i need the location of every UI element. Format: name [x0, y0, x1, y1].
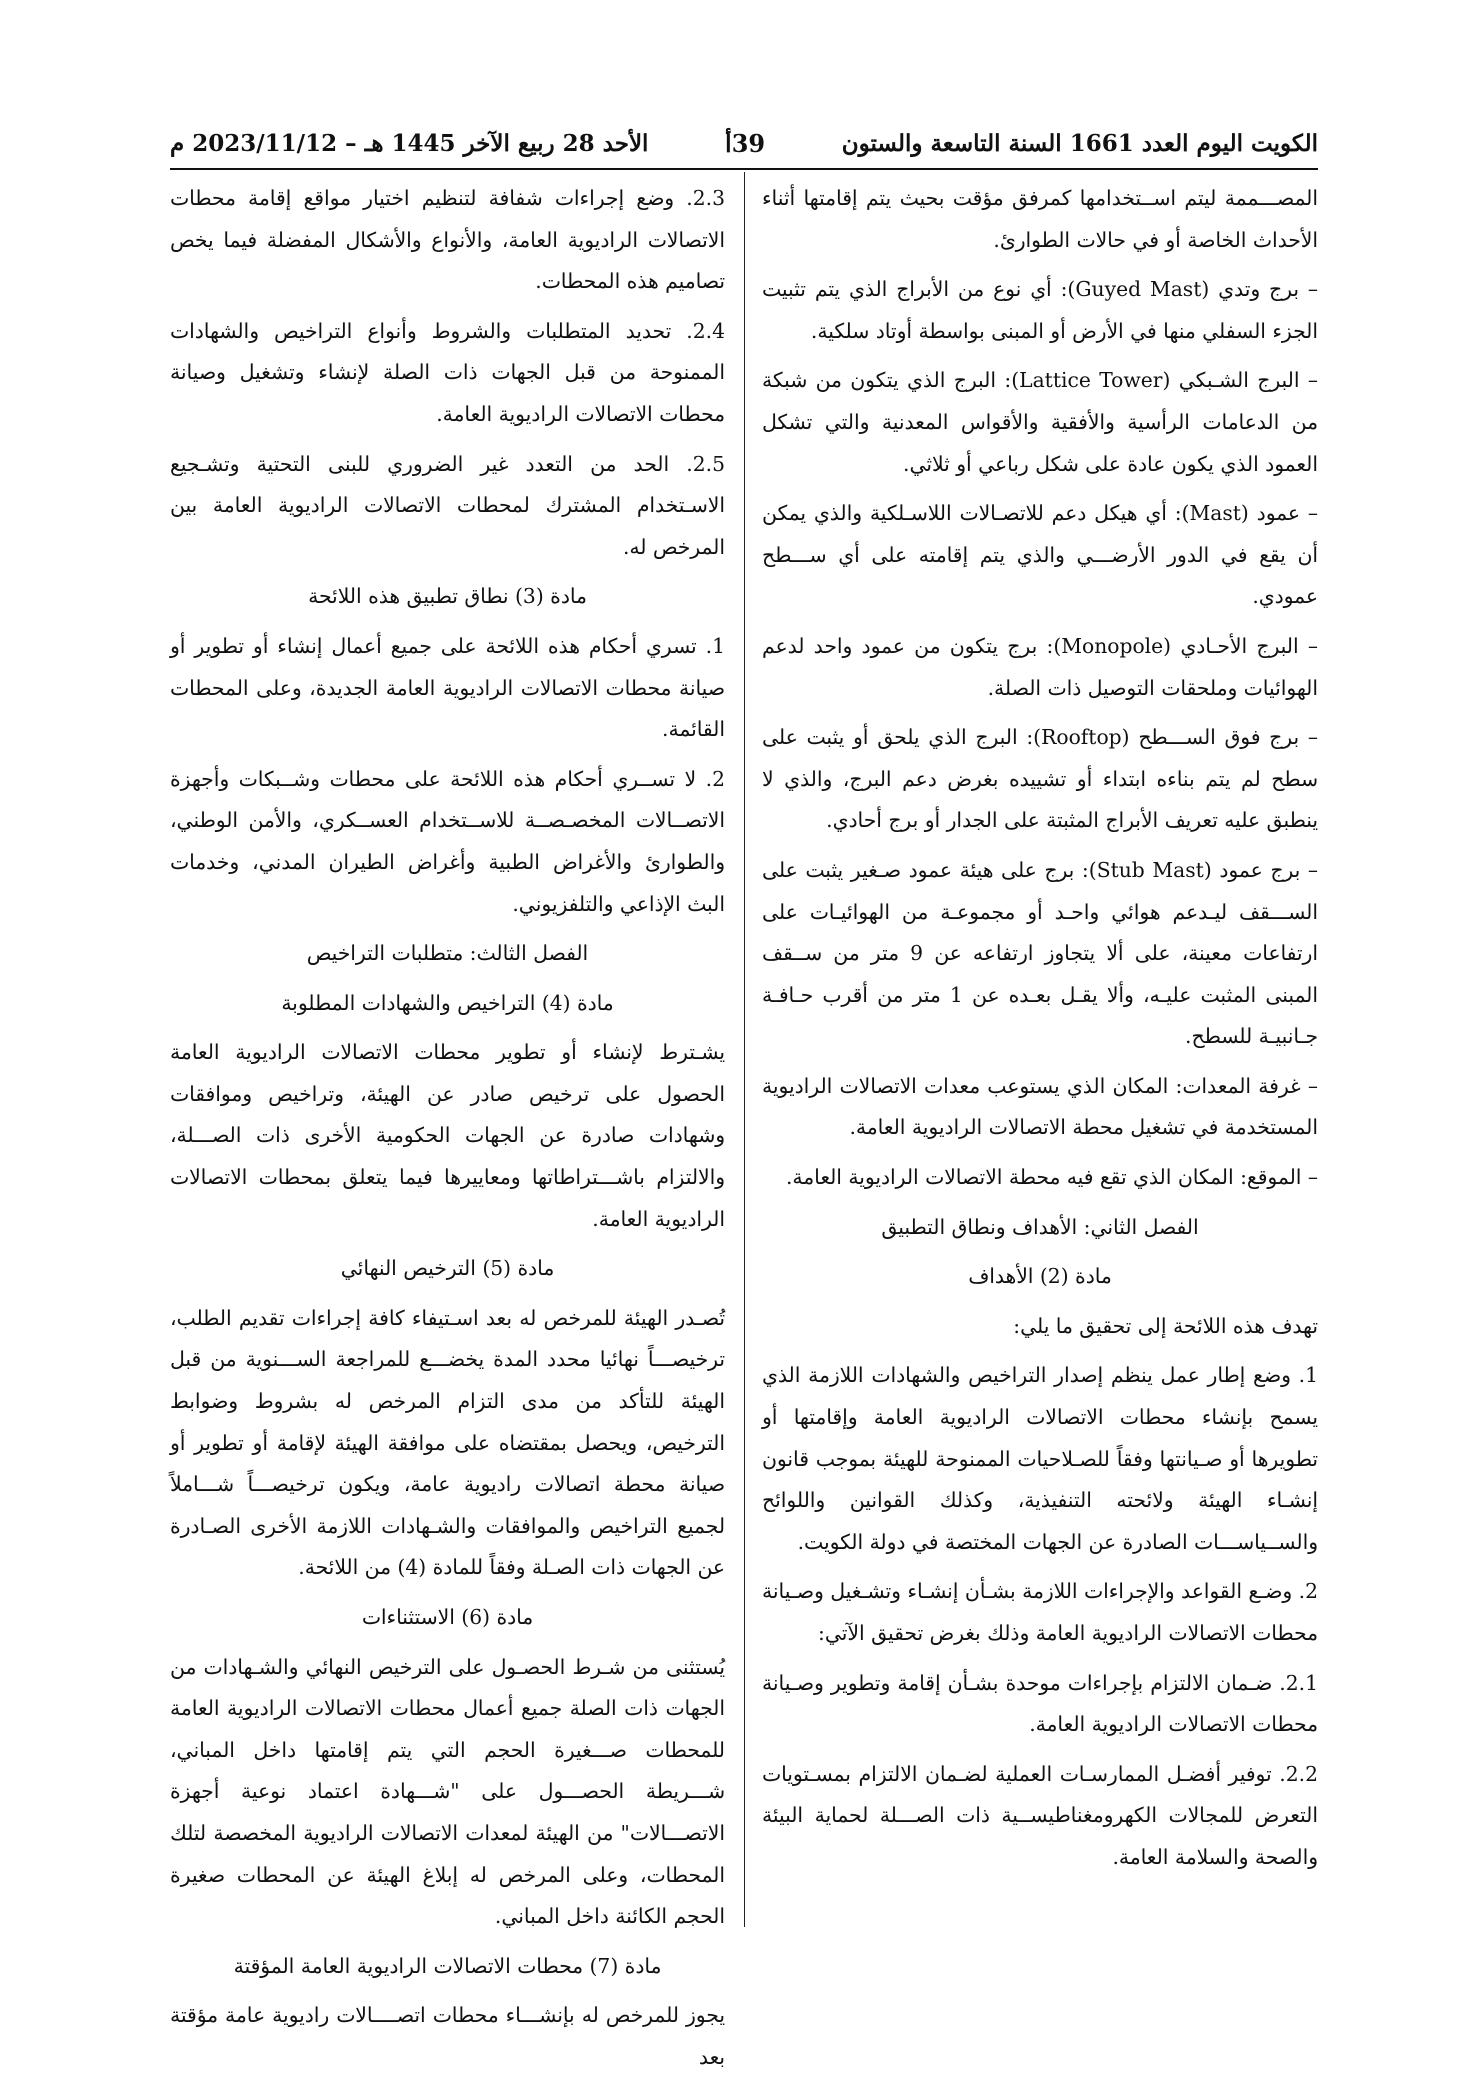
chapter-heading: الفصل الثاني: الأهداف ونطاق التطبيق [881, 1214, 1199, 1239]
definition-guyed-mast: – برج وتدي (Guyed Mast): أي نوع من الأبراج الذي يتم تثبيت الجزء السفلي منها في الأرض أو المبنى بواسطة أوتاد سلكية. [762, 277, 1319, 343]
column-divider [744, 172, 745, 1927]
page-header [170, 118, 1318, 170]
right-column [762, 178, 1318, 1887]
article-heading: مادة (6) الاستثناءات [361, 1605, 534, 1629]
list-item: 2.5. الحد من التعدد غير الضروري للبنى التحتية وتشـجيع الاسـتخدام المشترك لمحطات الاتصالات الراديوية العامة بين المرخص له. [170, 451, 725, 559]
article-heading: مادة (5) الترخيص النهائي [340, 1256, 555, 1281]
definition-equipment-room: – غرفة المعدات: المكان الذي يستوعب معدات الاتصالات الراديوية المستخدمة في تشغيل محطة الاتصالات الراديوية العامة. [762, 1073, 1318, 1140]
definition-site: – الموقع: المكان الذي تقع فيه محطة الاتصالات الراديوية العامة. [785, 1165, 1318, 1190]
list-item: 2.2. توفير أفضـل الممارسـات العملية لضـمان الالتزام بمسـتويات التعرض للمجالات الكهرومغناطيســية ذات الصـــلة لحماية البيئة والصحة والسلامة العامة. [762, 1761, 1318, 1869]
list-item: 2.4. تحديد المتطلبات والشروط وأنواع التراخيص والشهادات الممنوحة من قبل الجهات ذات الصلة لإنشاء وتشغيل وصيانة محطات الاتصالات الراديوية العامة. [170, 318, 725, 426]
article-heading: مادة (2) الأهداف [968, 1264, 1112, 1289]
article-heading: مادة (4) التراخيص والشهادات المطلوبة [281, 990, 614, 1015]
chapter-heading: الفصل الثالث: متطلبات التراخيص [306, 941, 589, 966]
definition-rooftop: – برج فوق الســـطح (Rooftop): البرج الذي يلحق أو يثبت على سطح لم يتم بناءه ابتداء أو تشييده بغرض دعم البرج، والذي لا ينطبق عليه تعريف الأبراج المثبتة على الجدار أو برج أحادي. [762, 725, 1318, 833]
list-item: 2. وضـع القواعد والإجراءات اللازمة بشـأن إنشـاء وتشـغيل وصـيانة محطات الاتصالات الراديوية العامة وذلك بغرض تحقيق الآتي: [762, 1579, 1318, 1645]
list-item: 2.1. ضـمان الالتزام بإجراءات موحدة بشـأن إقامة وتطوير وصـيانة محطات الاتصالات الراديوية العامة. [762, 1670, 1318, 1737]
list-item: 2. لا تســري أحكام هذه اللائحة على محطات وشــبكات وأجهزة الاتصــالات المخصـصــة للاســتخدام العســكري، والأمن الوطني، والطوارئ والأغراض الطبية وأغراض الطيران المدني، وخدمات البث الإذاعي والتلفزيوني. [170, 766, 725, 916]
paragraph: المصـــممة ليتم اســتخدامها كمرفق مؤقت بحيث يتم إقامتها أثناء الأحداث الخاصة أو في حالات الطوارئ. [762, 186, 1318, 252]
article-heading: مادة (7) محطات الاتصالات الراديوية العامة المؤقتة [233, 1953, 662, 1978]
paragraph: تُصـدر الهيئة للمرخص له بعد اسـتيفاء كافة إجراءات تقديم الطلب، ترخيصـــاً نهائيا محدد المدة يخضـــع للمراجعة الســـنوية من قبل الهيئة للتأكد من مدى التزام المرخص له بشروط وضوابط الترخيص، ويحصل بمقتضاه على موافقة الهيئة لإقامة أو تطوير أو صيانة محطة اتصالات راديوية عامة، ويكون ترخيصـــاً شـــاملاً لجميع التراخيص والموافقات والشـهادات اللازمة الأخرى الصـادرة عن الجهات ذات الصـلة وفقاً للمادة (4) من اللائحة. [170, 1305, 725, 1580]
page-number: 39أ [725, 128, 766, 158]
definition-stub-mast: – برج عمود (Stub Mast): برج على هيئة عمود صـغير يثبت على الســـقف ليـدعم هوائي واحـد أو مجموعـة من الهوائيـات على ارتفاعات معينة، على ألا يتجاوز ارتفاعه عن 9 متر من ســقف المبنى المثبت عليـه، وألا يقـل بعـده عن 1 متر من أقرب حـافـة جـانبيـة للسطح. [762, 857, 1319, 1049]
header-date: الأحد 28 ربيع الآخر 1445 هـ – 2023/11/12 م [170, 129, 649, 157]
header-issue: الكويت اليوم العدد 1661 السنة التاسعة والستون [841, 129, 1318, 157]
definition-mast: – عمود (Mast): أي هيكل دعم للاتصـالات اللاسـلكية والذي يمكن أن يقع في الدور الأرضـــي والذي يتم إقامته على أي ســـطح عمودي. [762, 501, 1318, 609]
article-heading: مادة (3) نطاق تطبيق هذه اللائحة [308, 584, 587, 609]
list-item: 1. تسري أحكام هذه اللائحة على جميع أعمال إنشاء أو تطوير أو صيانة محطات الاتصالات الراديوية العامة الجديدة، وعلى المحطات القائمة. [170, 633, 725, 742]
definition-monopole: – البرج الأحـادي (Monopole): برج يتكون من عمود واحد لدعم الهوائيات وملحقات التوصيل ذات الصلة. [762, 633, 1318, 700]
definition-lattice-tower: – البرج الشـبكي (Lattice Tower): البرج الذي يتكون من شبكة من الدعامات الرأسية والأفقية والأقواس المعدنية والتي تشكل العمود الذي يكون عادة على شكل رباعي أو ثلاثي. [762, 368, 1318, 476]
list-item: 2.3. وضع إجراءات شفافة لتنظيم اختيار مواقع إقامة محطات الاتصالات الراديوية العامة، والأنواع والأشكال المفضلة فيما يخص تصاميم هذه المحطات. [170, 186, 725, 294]
paragraph: تهدف هذه اللائحة إلى تحقيق ما يلي: [1013, 1313, 1318, 1338]
paragraph: يجوز للمرخص له بإنشـــاء محطات اتصــــالات راديوية عامة مؤقتة بعد [170, 2003, 725, 2069]
paragraph: يُستثنى من شـرط الحصـول على الترخيص النهائي والشـهادات من الجهات ذات الصلة جميع أعمال محطات الاتصالات الراديوية العامة للمحطات صـــغيرة الحجم التي يتم إقامتها داخل المباني، شـــريطة الحصـــول على "شـــهادة اعتماد نوعية أجهزة الاتصـــالات" من الهيئة لمعدات الاتصالات الراديوية المخصصة لتلك المحطات، وعلى المرخص له إبلاغ الهيئة عن المحطات صغيرة الحجم الكائنة داخل المباني. [170, 1654, 725, 1929]
list-item: 1. وضع إطار عمل ينظم إصدار التراخيص والشهادات اللازمة الذي يسمح بإنشاء محطات الاتصالات الراديوية العامة وإقامتها أو تطويرها أو صـيانتها وفقاً للصـلاحيات الممنوحة للهيئة بموجب قانون إنشـاء الهيئة ولائحته التنفيذية، وكذلك القوانين واللوائح والســياســـات الصادرة عن الجهات المختصة في دولة الكويت. [762, 1363, 1318, 1554]
left-column [170, 178, 725, 2087]
paragraph: يشـترط لإنشاء أو تطوير محطات الاتصالات الراديوية العامة الحصول على ترخيص صادر عن الهيئة، وتراخيص وموافقات وشهادات صادرة عن الجهات الحكومية الأخرى ذات الصـــلة، والالتزام باشـــتراطاتها ومعاييرها فيما يتعلق بمحطات الاتصالات الراديوية العامة. [170, 1040, 725, 1231]
